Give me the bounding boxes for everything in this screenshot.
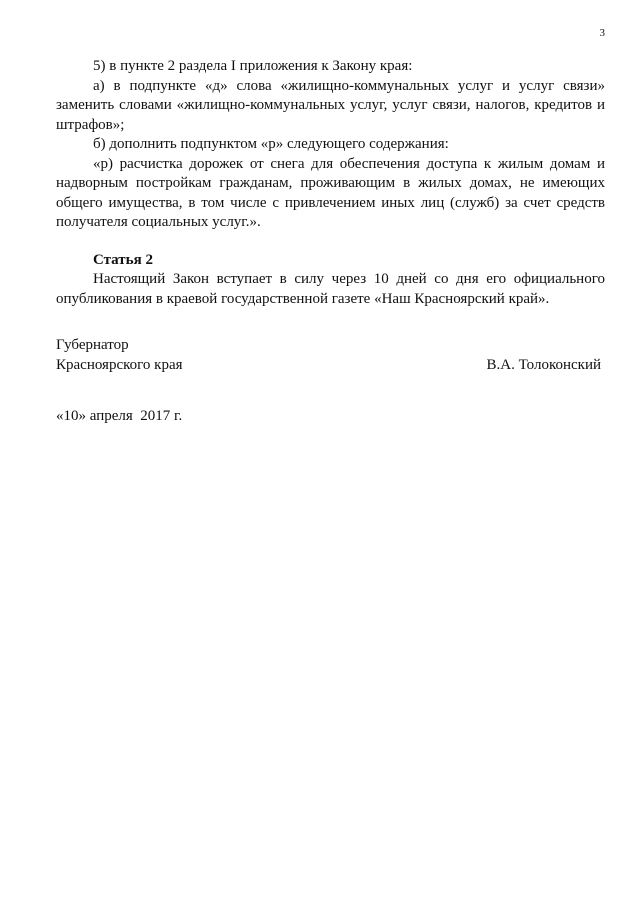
document-body [56,57,605,309]
signatory-name: В.А. Толоконский [486,356,601,373]
article-2-title: Статья 2 [93,251,153,268]
amendment-subitem-a: а) в подпункте «д» слова «жилищно-коммунальных услуг и услуг связи» заменить словами «жилищно-коммунальных услуг, услуг связи, налогов, кредитов и штрафов»; [56,77,605,133]
amendment-subitem-b: б) дополнить подпунктом «р» следующего содержания: [93,136,449,152]
signatory-position-line1: Губернатор [56,337,129,353]
signatory-position-line2: Красноярского края [56,356,183,373]
signing-date: «10» апреля 2017 г. [56,408,183,424]
page-number: 3 [599,27,605,39]
article-2 [56,251,605,310]
amendment-item-5: 5) в пункте 2 раздела I приложения к Закону края: [93,58,413,74]
amendment-subitem-r: «р) расчистка дорожек от снега для обеспечения доступа к жилым домам и надворным постройкам гражданам, проживающим в жилых домах, не имеющих общего имущества, в том числе с привлечением иных лиц (служб) за счет средств получателя социальных услуг.». [56,155,605,230]
article-2-text: Настоящий Закон вступает в силу через 10 дней со дня его официального опубликования в краевой государственной газете «Наш Красноярский край». [56,271,605,307]
signature-block [56,336,605,375]
